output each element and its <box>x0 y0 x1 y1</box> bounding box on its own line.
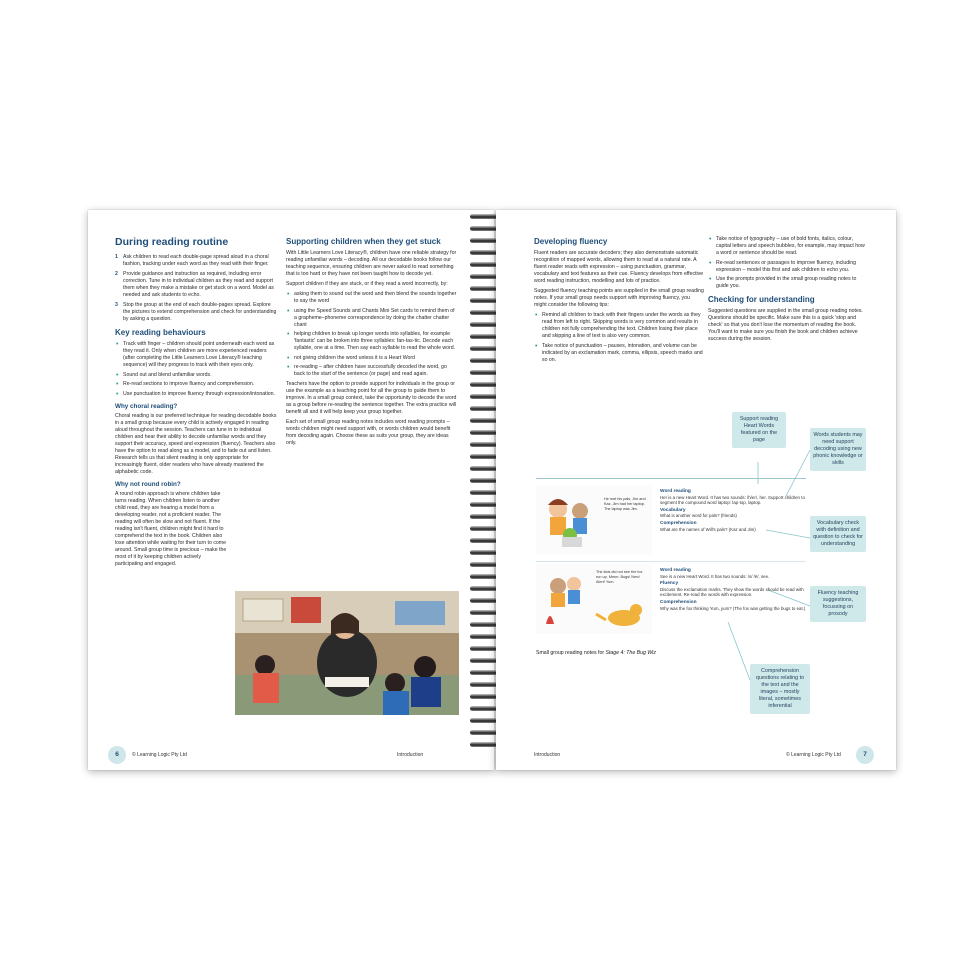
list-item <box>115 254 277 268</box>
callout-fluency: Fluency teaching suggestions, focussing on prosody <box>810 586 866 622</box>
page-number: 6 <box>108 746 126 764</box>
list-item: • helping children to break up longer words into syllables, for example 'fantastic' can be broken into three syllables: fan-tas-tic. Decode each syllable, one at a time. Then say each syllable to read the whole word. <box>286 331 458 352</box>
supporting-para-2: Teachers have the option to provide support for individuals in the group or use the example as a teaching point for all the group to guide them to improve. In a small group context, take the opportunity to decode the word as a group before re-reading the sentence together. The extra practice will benefit all and it will help keep your group together. <box>286 380 457 415</box>
fluency-text: Discuss the exclamation marks. They show the words should be read with excitement. Re-read the words with expression. <box>660 586 804 598</box>
word-reading-text: See is a new Heart Word. It has two sounds: /s/ /ē/, see. <box>660 573 770 579</box>
why-choral-heading: Why choral reading? <box>115 402 178 410</box>
vocabulary-text: What is another word for pals? (friends) <box>660 513 737 519</box>
list-item: • Use the prompts provided in the small group reading notes to guide you. <box>708 276 868 290</box>
left-footer <box>88 740 494 770</box>
list-item: • Re-read sentences or passages to improve fluency, including expression – model this first and ask children to echo you. <box>708 260 868 274</box>
notes-text-2 <box>660 566 806 611</box>
book-text-2: The kids did not see the fox run up. Mmm. Bugs! Nerd Alert! Yum. <box>596 570 643 584</box>
left-page <box>88 210 494 770</box>
left-column-2 <box>286 236 458 450</box>
word-reading-label: Word reading <box>660 568 691 573</box>
during-reading-heading: During reading routine <box>115 236 229 248</box>
book-spread-1 <box>536 485 652 555</box>
fluency-intro: Fluent readers are accurate decoders; they also demonstrate automatic recognition of mapped words, allowing them to read at a natural rate. A fluent reader reads with expression – using punctuation, grammar, vocabulary and text features as their cue. Fluency develops from effective word reading instruction, modelling and lots of practice. <box>534 250 704 284</box>
step-text: Ask children to read each double-page spread aloud in a choral fashion, tracking under each word as they read with their finger. <box>123 254 269 267</box>
fluency-lead: Suggested fluency teaching points are supplied in the small group reading notes. If your small group needs support with improving fluency, you might consider the following tips: <box>534 288 704 308</box>
word-reading-text: Her is a new Heart Word. It has two sounds: /h/er/, her. Support children to segment the compound word laptop: lap-top, laptop. <box>660 494 805 506</box>
footer-section: Introduction <box>534 752 561 758</box>
caption-prefix: Small group reading notes for <box>536 650 606 656</box>
vocabulary-label: Vocabulary <box>660 507 686 513</box>
step-text: Stop the group at the end of each double-pages spread. Explore the pictures to extend comprehension and check for understanding by asking a question. <box>123 302 277 322</box>
why-not-round-robin-text: A round robin approach is where children take turns reading. When children listen to another child read, they are hearing a model from a developing reader, not a proficient reader. The reading will often be slow and not fluent. If the reading isn't fluent, children might find it hard to comprehend the text in the book. Children also lose attention while waiting for their turn to come around. Small group time is precious – make the most of it by keeping children actively participating and engaged. <box>115 490 227 567</box>
fluency-heading: Developing fluency <box>534 237 608 246</box>
book-text-1: He met his pals, Jim and Kaz. Jim had her laptop. The laptop was Jim. <box>604 497 646 511</box>
callout-vocab: Vocabulary check with definition and question to check for understanding <box>810 516 866 552</box>
left-column-1 <box>115 236 277 571</box>
list-item: • Re-read sections to improve fluency and comprehension. <box>115 381 277 388</box>
why-not-round-robin-heading: Why not round robin? <box>115 480 181 488</box>
comprehension-text: What are the names of Will's pals? (Kaz and Jim) <box>660 526 756 532</box>
comprehension-text: Why was the fox thinking Yum, yum? (The fox was getting the bugs to eat.) <box>660 605 806 611</box>
reading-notes-excerpt <box>536 478 806 638</box>
list-item: • Track with finger – children should point underneath each word as they read it. Only when children are more experienced readers (after completing the Little Learners Love Literacy® teaching sequence) will they progress to track with their eyes only. <box>115 341 277 369</box>
step-text: Provide guidance and instruction as required, including error correction. Tune in to individual children as they read and support them when they make a mistake or get stuck on a word. Model as needed and ask students to echo. <box>123 271 274 298</box>
classroom-photo <box>235 591 459 715</box>
list-item: • Take notice of typography – use of bold fonts, italics, colour, capital letters and speech bubbles, for example, may impact how a word or sentence should be read. <box>708 236 868 257</box>
notes-text-1 <box>660 487 806 532</box>
book-spread-2 <box>536 564 652 634</box>
comprehension-label: Comprehension <box>660 520 697 526</box>
footer-copyright: © Learning Logic Pty Ltd <box>786 752 841 758</box>
step-number: 1 <box>115 254 118 260</box>
supporting-heading: Supporting children when they get stuck <box>286 237 441 246</box>
list-item <box>115 271 277 299</box>
notes-row-1 <box>536 483 806 559</box>
checking-heading: Checking for understanding <box>708 295 815 304</box>
page-number: 7 <box>856 746 874 764</box>
callout-heart-words: Support reading Heart Words featured on the page <box>732 412 786 448</box>
list-item: • using the Speed Sounds and Chants Mini Set cards to remind them of a grapheme–phoneme correspondence by doing the chatter chatter chant <box>286 308 458 329</box>
supporting-intro: With Little Learners Love Literacy®, children have one reliable strategy for reading unfamiliar words – decoding. All our decodable books follow our teaching sequence, ensuring children are never asked to read something that is too hard or they have not been taught how to decode yet. <box>286 250 457 277</box>
checking-text: Suggested questions are supplied in the small group reading notes. Questions should be specific. Make sure this is a quick 'stop and check' so that you don't lose the momentum of reading the book. You'll want to make sure you finish the book and children achieve success during the session. <box>708 308 863 342</box>
caption-stage: Stage 4: <box>605 650 627 656</box>
right-footer <box>496 740 896 770</box>
supporting-para-3: Each set of small group reading notes includes word reading prompts – words children might need support with, or words children would benefit from decoding again. Choose these as suits your group, they are ideas only. <box>286 418 451 446</box>
notes-caption <box>536 650 656 656</box>
list-item: • asking them to sound out the word and then blend the sounds together to say the word <box>286 291 458 305</box>
fluency-label: Fluency <box>660 581 679 587</box>
key-behaviours-list <box>115 341 277 398</box>
list-item: • re-reading – after children have successfully decoded the word, go back to the start of the sentence (or page) and read again. <box>286 364 458 378</box>
key-behaviours-heading: Key reading behaviours <box>115 328 206 337</box>
list-item: • Take notice of punctuation – pauses, intonation, and volume can be indicated by an exclamation mark, comma, ellipsis, speech marks and so on. <box>534 343 704 364</box>
supporting-lead: Support children if they are stuck, or if they read a word incorrectly, by: <box>286 281 448 287</box>
list-item: • not giving children the word unless it is a Heart Word <box>286 355 458 362</box>
list-item: • Sound out and blend unfamiliar words. <box>115 372 277 379</box>
step-number: 3 <box>115 302 118 308</box>
word-reading-label: Word reading <box>660 489 691 494</box>
comprehension-label: Comprehension <box>660 599 697 605</box>
list-item: • Remind all children to track with their fingers under the words as they read from left to right. Skipping words is very common and results in children not fully comprehending the text. Children losing their place and skipping a line of text is also very common. <box>534 312 704 340</box>
notes-row-2 <box>536 561 806 637</box>
why-choral-text: Choral reading is our preferred technique for reading decodable books in a small group because every child is actively engaged in reading aloud throughout the session. Teachers can tune in to individual children and hear their ability to decode unfamiliar words and they support their accuracy, speed and expression (fluency). Teachers also have the option to read along as a model, and to fade out and listen. Research tells us that silent reading is only appropriate for increasingly fluent, older readers who have already mastered the alphabetic code. <box>115 412 277 475</box>
right-page <box>496 210 896 770</box>
footer-copyright: © Learning Logic Pty Ltd <box>132 752 187 758</box>
during-reading-steps <box>115 254 277 323</box>
footer-section: Introduction <box>397 752 424 758</box>
supporting-list <box>286 291 458 378</box>
list-item: • Use punctuation to improve fluency through expression/intonation. <box>115 391 277 398</box>
callout-comprehension: Comprehension questions relating to the text and the images – mostly literal, sometimes inferential <box>750 664 810 714</box>
callout-phonic: Words students may need support decoding using new phonic knowledge or skills <box>810 428 866 471</box>
step-number: 2 <box>115 271 118 277</box>
caption-book-title: The Bug Wiz <box>626 650 656 656</box>
list-item <box>115 302 277 323</box>
